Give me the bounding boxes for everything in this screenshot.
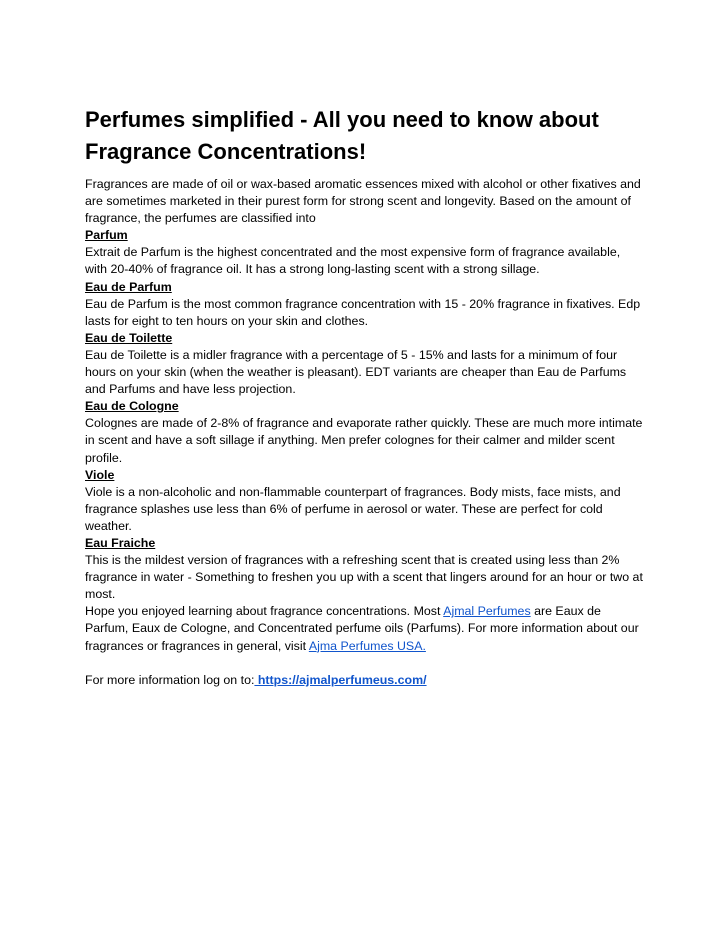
ajma-perfumes-usa-link[interactable]: Ajma Perfumes USA. bbox=[308, 638, 426, 653]
section-text-viole: Viole is a non-alcoholic and non-flammable counterpart of fragrances. Body mists, face mists, and fragrance splashes use less than 6% of perfume in aerosol or water. These are perfect for cold weather. bbox=[85, 484, 621, 533]
section-text-parfum: Extrait de Parfum is the highest concentrated and the most expensive form of fragrance available, with 20-40% of fragrance oil. It has a strong long-lasting scent with a strong sillage. bbox=[85, 245, 621, 277]
section-parfum bbox=[85, 227, 645, 278]
footer-line bbox=[85, 672, 645, 689]
section-heading-eau-fraiche: Eau Fraiche bbox=[85, 535, 156, 550]
section-heading-eau-de-parfum: Eau de Parfum bbox=[85, 279, 172, 294]
blank-line bbox=[85, 655, 645, 672]
closing-text-2: are Eaux de Parfum, Eaux de Cologne, and Concentrated perfume oils (Parfums). For more information about our fragrances or fragrances in general, visit bbox=[85, 604, 639, 653]
website-link[interactable]: https://ajmalperfumeus.com/ bbox=[254, 672, 427, 687]
footer-label: For more information log on to: bbox=[85, 672, 255, 687]
closing-paragraph bbox=[85, 603, 645, 654]
section-eau-fraiche bbox=[85, 535, 645, 603]
section-heading-eau-de-cologne: Eau de Cologne bbox=[85, 399, 179, 414]
section-heading-eau-de-toilette: Eau de Toilette bbox=[85, 330, 173, 345]
section-eau-de-cologne bbox=[85, 398, 645, 466]
section-text-eau-fraiche: This is the mildest version of fragrances with a refreshing scent that is created using less than 2% fragrance in water - Something to freshen you up with a scent that lingers around for an hour or two at most. bbox=[85, 553, 643, 602]
intro-paragraph: Fragrances are made of oil or wax-based aromatic essences mixed with alcohol or other fixatives and are sometimes marketed in their purest form for strong scent and longevity. Based on the amount of fragrance, the perfumes are classified into bbox=[85, 177, 641, 226]
document-page bbox=[85, 104, 645, 689]
closing-text-1: Hope you enjoyed learning about fragrance concentrations. Most bbox=[85, 604, 444, 619]
section-text-eau-de-toilette: Eau de Toilette is a midler fragrance with a percentage of 5 - 15% and lasts for a minimum of four hours on your skin (when the weather is pleasant). EDT variants are cheaper than Eau de Parfums and Parfums and have less projection. bbox=[85, 347, 627, 397]
page-title: Perfumes simplified - All you need to know about Fragrance Concentrations! bbox=[85, 107, 599, 164]
section-heading-parfum: Parfum bbox=[85, 228, 128, 243]
ajmal-perfumes-link[interactable]: Ajmal Perfumes bbox=[443, 604, 531, 619]
section-heading-viole: Viole bbox=[85, 467, 115, 482]
section-viole bbox=[85, 467, 645, 535]
section-text-eau-de-parfum: Eau de Parfum is the most common fragrance concentration with 15 - 20% fragrance in fixatives. Edp lasts for eight to ten hours on your skin and clothes. bbox=[85, 296, 641, 328]
section-text-eau-de-cologne: Colognes are made of 2-8% of fragrance and evaporate rather quickly. These are much more intimate in scent and have a soft sillage if anything. Men prefer colognes for their calmer and milder scent profile. bbox=[85, 416, 643, 465]
section-eau-de-toilette bbox=[85, 330, 645, 398]
section-eau-de-parfum bbox=[85, 279, 645, 330]
